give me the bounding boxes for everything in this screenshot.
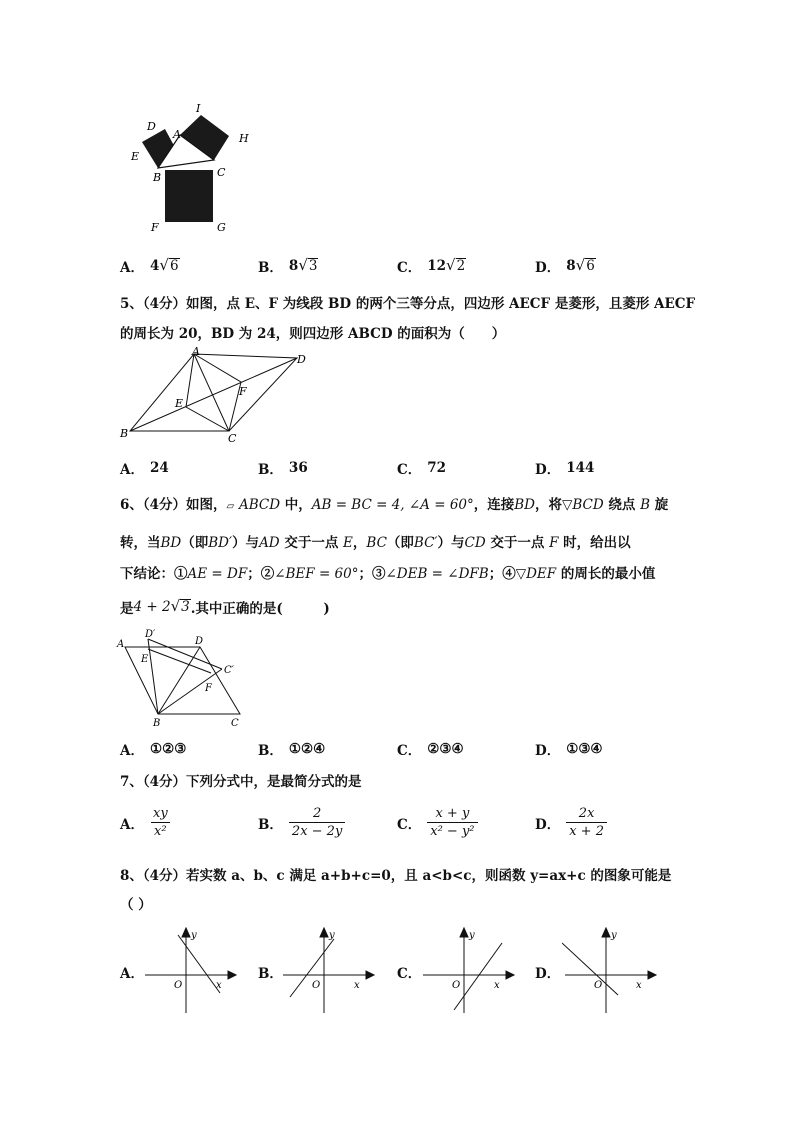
fraction: $\frac{xy}{\text{x²}}$ [152,806,168,839]
fraction: $\frac{x + y}{\text{x² − y²}}$ [427,806,477,839]
q7-option-b[interactable]: B． $\frac{2}{2x - 2y}$ [258,806,345,839]
q6-stem-line3: 下结论：①AE = DF；②∠BEF = 60°；③∠DEB = ∠DFB；④▽DEF 的周长的最小值 [120,566,656,582]
x-axis-label: x [636,980,642,991]
q6-label-dprime: D′ [145,629,156,640]
q7-option-a[interactable]: A． $\frac{xy}{\text{x²}}$ [120,806,171,839]
q8-graph-d [562,925,662,1015]
sqrt: √ 6 [159,256,179,275]
y-axis-label: y [329,930,335,941]
sqrt: √ 3 [298,256,318,275]
q5-label-b: B [120,427,129,440]
q8-graph-c [420,925,520,1015]
q5-option-b[interactable]: B． 36 [258,460,308,478]
y-axis-label: y [611,930,617,941]
origin-label: O [594,980,603,991]
q6-option-b[interactable]: B． ①②④ [258,741,326,759]
q4-label-f: F [151,221,159,234]
q4-label-a: A [173,128,181,141]
q4-label-h: H [239,132,249,145]
option-label: C． [397,260,422,276]
q4-label-e: E [131,150,140,163]
q5-label-a: A [192,345,200,358]
q5-label-e: E [175,397,184,410]
y-axis-label: y [191,930,197,941]
x-axis-label: x [354,980,360,991]
sqrt: √ 2 [446,256,466,275]
q6-label-cprime: C′ [224,665,234,676]
q8-option-a[interactable]: A． [120,966,144,982]
q6-option-a[interactable]: A． ①②③ [120,741,187,759]
q4-option-b[interactable]: B． 8 √ 3 [258,256,318,276]
q6-label-b: B [153,718,161,729]
q5-option-a[interactable]: A． 24 [120,460,169,478]
q5-label-f: F [239,385,247,398]
q6-option-d[interactable]: D． ①③④ [535,741,603,759]
q4-label-b: B [153,171,162,184]
q4-option-c[interactable]: C． 12 √ 2 [397,256,466,276]
q5-stem-line1: 5、（4分）如图，点 E、F 为线段 BD 的两个三等分点，四边形 AECF 是菱形，且菱形 AECF [120,296,696,312]
x-axis-label: x [216,980,222,991]
q4-label-c: C [217,166,226,179]
q6-figure [115,625,255,730]
option-label: B． [258,260,283,276]
q6-label-e: E [141,654,149,665]
q8-option-d[interactable]: D． [535,966,561,982]
q8-stem-line2: （ ） [120,897,152,913]
origin-label: O [174,980,183,991]
y-axis-label: y [469,930,475,941]
q5-label-c: C [228,432,237,445]
q6-stem-line4: 是 4 + 2 √ 3 .其中正确的是( ) [120,597,330,617]
option-label: D． [535,260,561,276]
q5-figure [115,345,315,445]
q6-option-c[interactable]: C． ②③④ [397,741,464,759]
q4-label-d: D [147,120,156,133]
fraction: $\frac{2}{2x - 2y}$ [289,806,345,839]
q5-stem-line2: 的周长为 20，BD 为 24，则四边形 ABCD 的面积为（ ） [120,326,506,342]
q6-stem-line1: 6、（4分）如图，▱ ABCD 中，AB = BC = 4, ∠A = 60°，连接BD，将▽BCD 绕点 B 旋 [120,497,669,513]
sqrt: √ 3 [170,597,190,616]
q7-option-d[interactable]: D． $\frac{2x}{x + 2}$ [535,806,607,839]
q4-label-i: I [196,102,201,115]
q5-option-c[interactable]: C． 72 [397,460,447,478]
q8-option-b[interactable]: B． [258,966,283,982]
q4-figure [125,100,260,235]
q5-label-d: D [297,353,306,366]
q6-label-d: D [195,636,204,647]
q6-label-c: C [231,718,239,729]
q7-option-c[interactable]: C． $\frac{x + y}{\text{x² − y²}}$ [397,806,478,839]
q4-label-g: G [217,221,226,234]
q8-graph-a [142,925,242,1015]
option-label: A． [120,260,144,276]
q6-stem-line2: 转，当BD（即BD′）与AD 交于一点 E，BC（即BC′）与CD 交于一点 F 时，给出以 [120,535,631,551]
q7-stem: 7、（4分）下列分式中，是最简分式的是 [120,774,362,790]
origin-label: O [312,980,321,991]
x-axis-label: x [494,980,500,991]
q4-option-d[interactable]: D． 8 √ 6 [535,256,595,276]
q6-label-f: F [205,683,212,694]
fraction: $\frac{2x}{x + 2}$ [566,806,607,839]
q5-option-d[interactable]: D． 144 [535,460,595,478]
q8-option-c[interactable]: C． [397,966,422,982]
q4-option-a[interactable]: A． 4 √ 6 [120,256,179,276]
q8-stem-line1: 8、（4分）若实数 a、b、c 满足 a+b+c=0，且 a<b<c，则函数 y=ax+c 的图象可能是 [120,868,672,884]
q8-graph-b [280,925,380,1015]
origin-label: O [452,980,461,991]
q6-label-a: A [117,639,125,650]
sqrt: √ 6 [575,256,595,275]
